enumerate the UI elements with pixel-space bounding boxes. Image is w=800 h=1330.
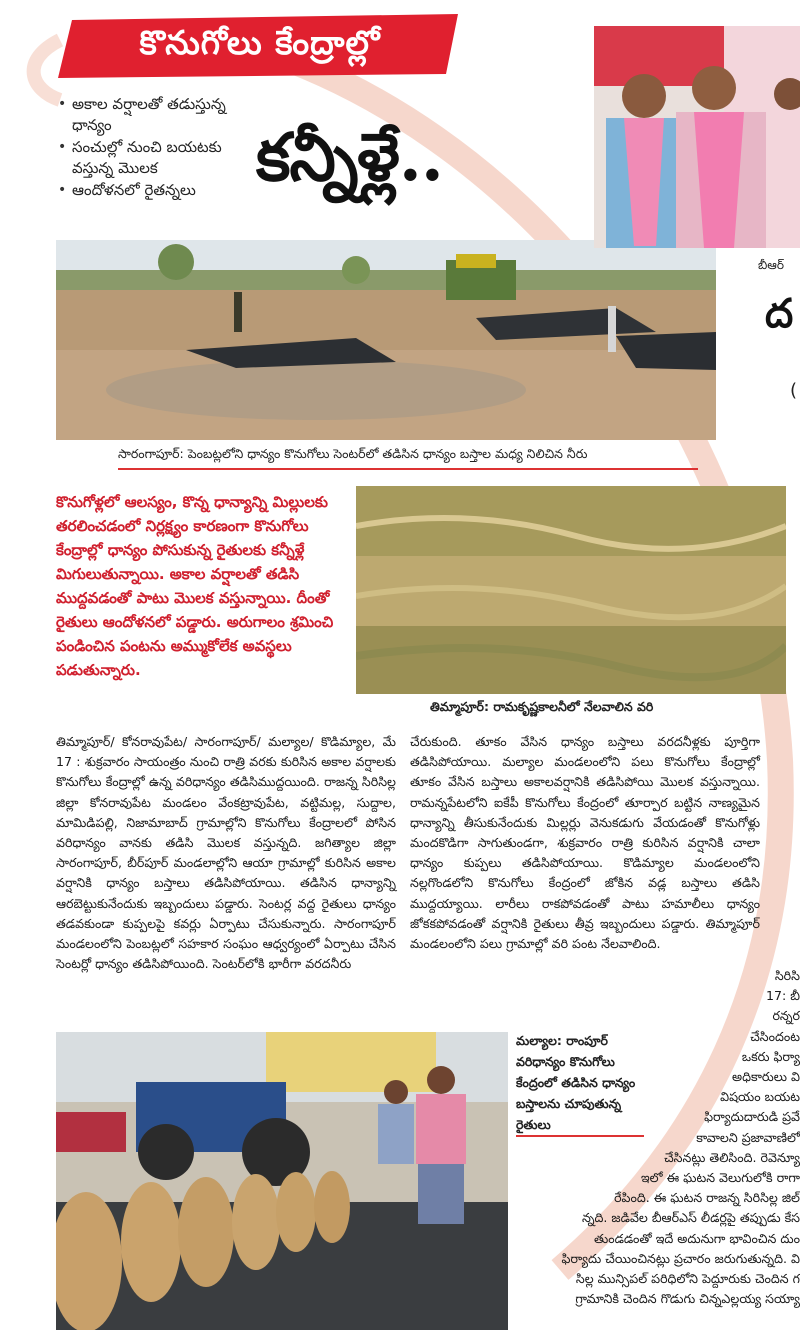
- right-line: ఇలో ఈ ఘటన వెలుగులోకి రాగా: [641, 1170, 800, 1186]
- bullet-dot-icon: •: [58, 96, 67, 112]
- intro-paragraph: కొనుగోళ్లలో ఆలస్యం, కొన్న ధాన్యాన్ని మిల్లులకు తరలించడంలో నిర్లక్ష్యం కారణంగా కొనుగోలు కేంద్రాల్లో ధాన్యం పోసుకున్న రైతులకు కన్నీళ్లే మిగులుతున్నాయి. అకాల వర్షాలతో తడిసి ముద్దవడంతో పాటు మొలక వస్తున్నాయి. దీంతో రైతులు ఆందోళనలో పడ్డారు. అరుగాలం శ్రమించి పండించిన పంటను అమ్ముకోలేక అవస్థలు పడుతున్నారు.: [56, 493, 334, 679]
- right-line: చేసిందంట: [750, 1028, 800, 1044]
- right-line: విషయం బయట: [720, 1089, 800, 1105]
- photo-farmers-with-bags: [56, 1032, 508, 1330]
- right-line: చేసినట్లు తెలిసింది. రెవెన్యూ: [664, 1149, 800, 1165]
- right-photo-caption: బీఆర్: [758, 258, 784, 272]
- body-column-1: తిమ్మాపూర్/ కోనరావుపేట/ సారంగాపూర్/ మల్యాల/ కొడిమ్యాల, మే 17 : శుక్రవారం సాయంత్రం నుంచి రాత్రి వరకు కురిసిన అకాల వర్షాలకు కొనుగోలు కేంద్రాల్లో ఉన్న వరిధాన్యం తడిసిముద్దయింది. రాజన్న సిరిసిల్ల జిల్లా కోనరావుపేట మండలం వేంకట్రావుపేట, వట్టిమల్ల, సుద్దాల, మామిడిపల్లి, నిజామాబాద్ గ్రామాల్లోని కొనుగోలు కేంద్రాలలో పోసిన వరిధాన్యం వానకు తడిసి మొలక వస్తున్నది. జగిత్యాల జిల్లా సారంగాపూర్, బీర్‌పూర్ మండలాల్లోని ఆయా గ్రామాల్లో కురిసిన అకాల వర్షానికి ధాన్యం బస్తాలు తడిసిపోయాయి. తడిసిన ధాన్యాన్ని ఆరబెట్టుకునేందుకు ఇబ్బందులు పడ్డారు. సెంటర్ల వద్ద రైతులు ధాన్యం తడవకుండా కుప్పలపై కవర్లు ఏర్పాటు చేసుకున్నారు. సారంగాపూర్ మండలంలోని పెంబట్లలో సహకార సంఘం ఆధ్వర్యంలో ఏర్పాటు చేసిన సెంటర్లో ధాన్యం తడిసిపోయింది. సెంటర్‌లోకి భారీగా వరదనీరు: [56, 734, 396, 972]
- body-column-2: చేరుకుంది. తూకం వేసిన ధాన్యం బస్తాలు వరదనీళ్లకు పూర్తిగా తడిసిపోయాయి. మల్యాల మండలంలోని పలు కొనుగోలు కేంద్రాల్లో తూకం వేసిన బస్తాలు అకాలవర్షానికి తడిసిపోయి మొలక వస్తున్నాయి. రామన్నపేటలోని ఐకేపీ కొనుగోలు కేంద్రంలో తూర్పార బట్టిన నాణ్యమైన ధాన్యాన్ని తీసుకునేందుకు మిల్లర్లు వెనుకడుగు వేయడంతో కొనుగోళ్లు మందకొడిగా సాగుతుండగా, శుక్రవారం రాత్రి కురిసిన వర్షానికి చాలా ధాన్యం కుప్పలు తడిసిపోయాయి. కొడిమ్యాల మండలంలోని నల్లగొండలోని కొనుగోలు కేంద్రంలో జోకిన వడ్ల బస్తాలు తడిసి ముద్దయ్యాయి. లారీలు రాకపోవడంతో పాటు హమాలీలు ధాన్యం జోకకపోవడంతో వర్షానికి రైతులు తీవ్ర ఇబ్బందులు పడ్డారు. తిమ్మాపూర్ మండలంలోని పలు గ్రామాల్లో వరి పంట నేలవాలింది.: [410, 734, 760, 952]
- right-line: ఒకరు ఫిర్యా: [741, 1048, 800, 1064]
- right-line: ఫిర్యాదు చేయించినట్లు ప్రచారం జరుగుతున్నది. వి: [561, 1250, 800, 1266]
- right-line: రేపింది. ఈ ఘటన రాజన్న సిరిసిల్ల జిల్: [614, 1190, 800, 1206]
- right-line: న్నది. జడివేల బీఆర్ఎస్ లీడర్లపై తప్పుడు కేస: [581, 1210, 800, 1226]
- bullet-dot-icon: •: [58, 182, 67, 198]
- bullet-item: [58, 180, 258, 201]
- photo-flooded-grain-center: [56, 240, 716, 440]
- photo-party-leaders: [594, 26, 800, 248]
- right-line: 17: బీ: [766, 988, 800, 1004]
- bullet-text: సంచుల్లో నుంచి బయటకు వస్తున్న మొలక: [72, 138, 222, 177]
- right-line: గ్రామానికి చెందిన గొడుగు చిన్నఎల్లయ్య సయ్యా: [575, 1291, 800, 1307]
- photo-flattened-paddy: [356, 486, 786, 694]
- right-article-text: [560, 966, 800, 1309]
- photo2-caption: తిమ్మాపూర్: రామకృష్ణకాలనీలో నేలవాలిన వరి: [430, 699, 654, 714]
- bullet-text: అకాల వర్షాలతో తడుస్తున్న ధాన్యం: [72, 95, 226, 134]
- right-line: సిల్ల మున్సిపల్ పరిధిలోని పెద్దూరుకు చెందిన గ: [575, 1271, 800, 1287]
- bullet-dot-icon: •: [58, 139, 67, 155]
- right-article-heading: ద: [765, 290, 794, 337]
- photo1-caption: సారంగాపూర్: పెంబట్లలోని ధాన్యం కొనుగోలు సెంటర్‌లో తడిసిన ధాన్యం బస్తాల మధ్య నిలిచిన నీరు: [118, 446, 698, 470]
- right-line: తుండడంతో ఇదే అదునుగా భావించిన దుం: [594, 1230, 800, 1246]
- bullet-item: [58, 137, 258, 179]
- right-heading-fragment: (: [790, 380, 798, 401]
- right-line: కావాలని ప్రజావాణిలో: [696, 1129, 800, 1145]
- right-line: సిరిసి: [774, 968, 800, 983]
- right-line: రన్నర: [772, 1008, 800, 1024]
- right-article-column: [560, 966, 800, 1309]
- right-line: అధికారులు వి: [732, 1069, 800, 1085]
- bullet-text: ఆందోళనలో రైతన్నలు: [72, 181, 196, 199]
- bullet-list: [58, 94, 258, 202]
- right-line: ఫిర్యాదుదారుడి ప్రవే: [704, 1109, 800, 1125]
- bullet-item: [58, 94, 258, 136]
- photo3-caption: మల్యాల: రాంపూర్ వరిధాన్యం కొనుగోలు కేంద్రంలో తడిసిన ధాన్యం బస్తాలను చూపుతున్న రైతులు: [516, 1030, 644, 1137]
- banner-text: కొనుగోలు కేంద్రాల్లో: [139, 22, 381, 62]
- main-headline: కన్నీళ్లే..: [256, 118, 443, 196]
